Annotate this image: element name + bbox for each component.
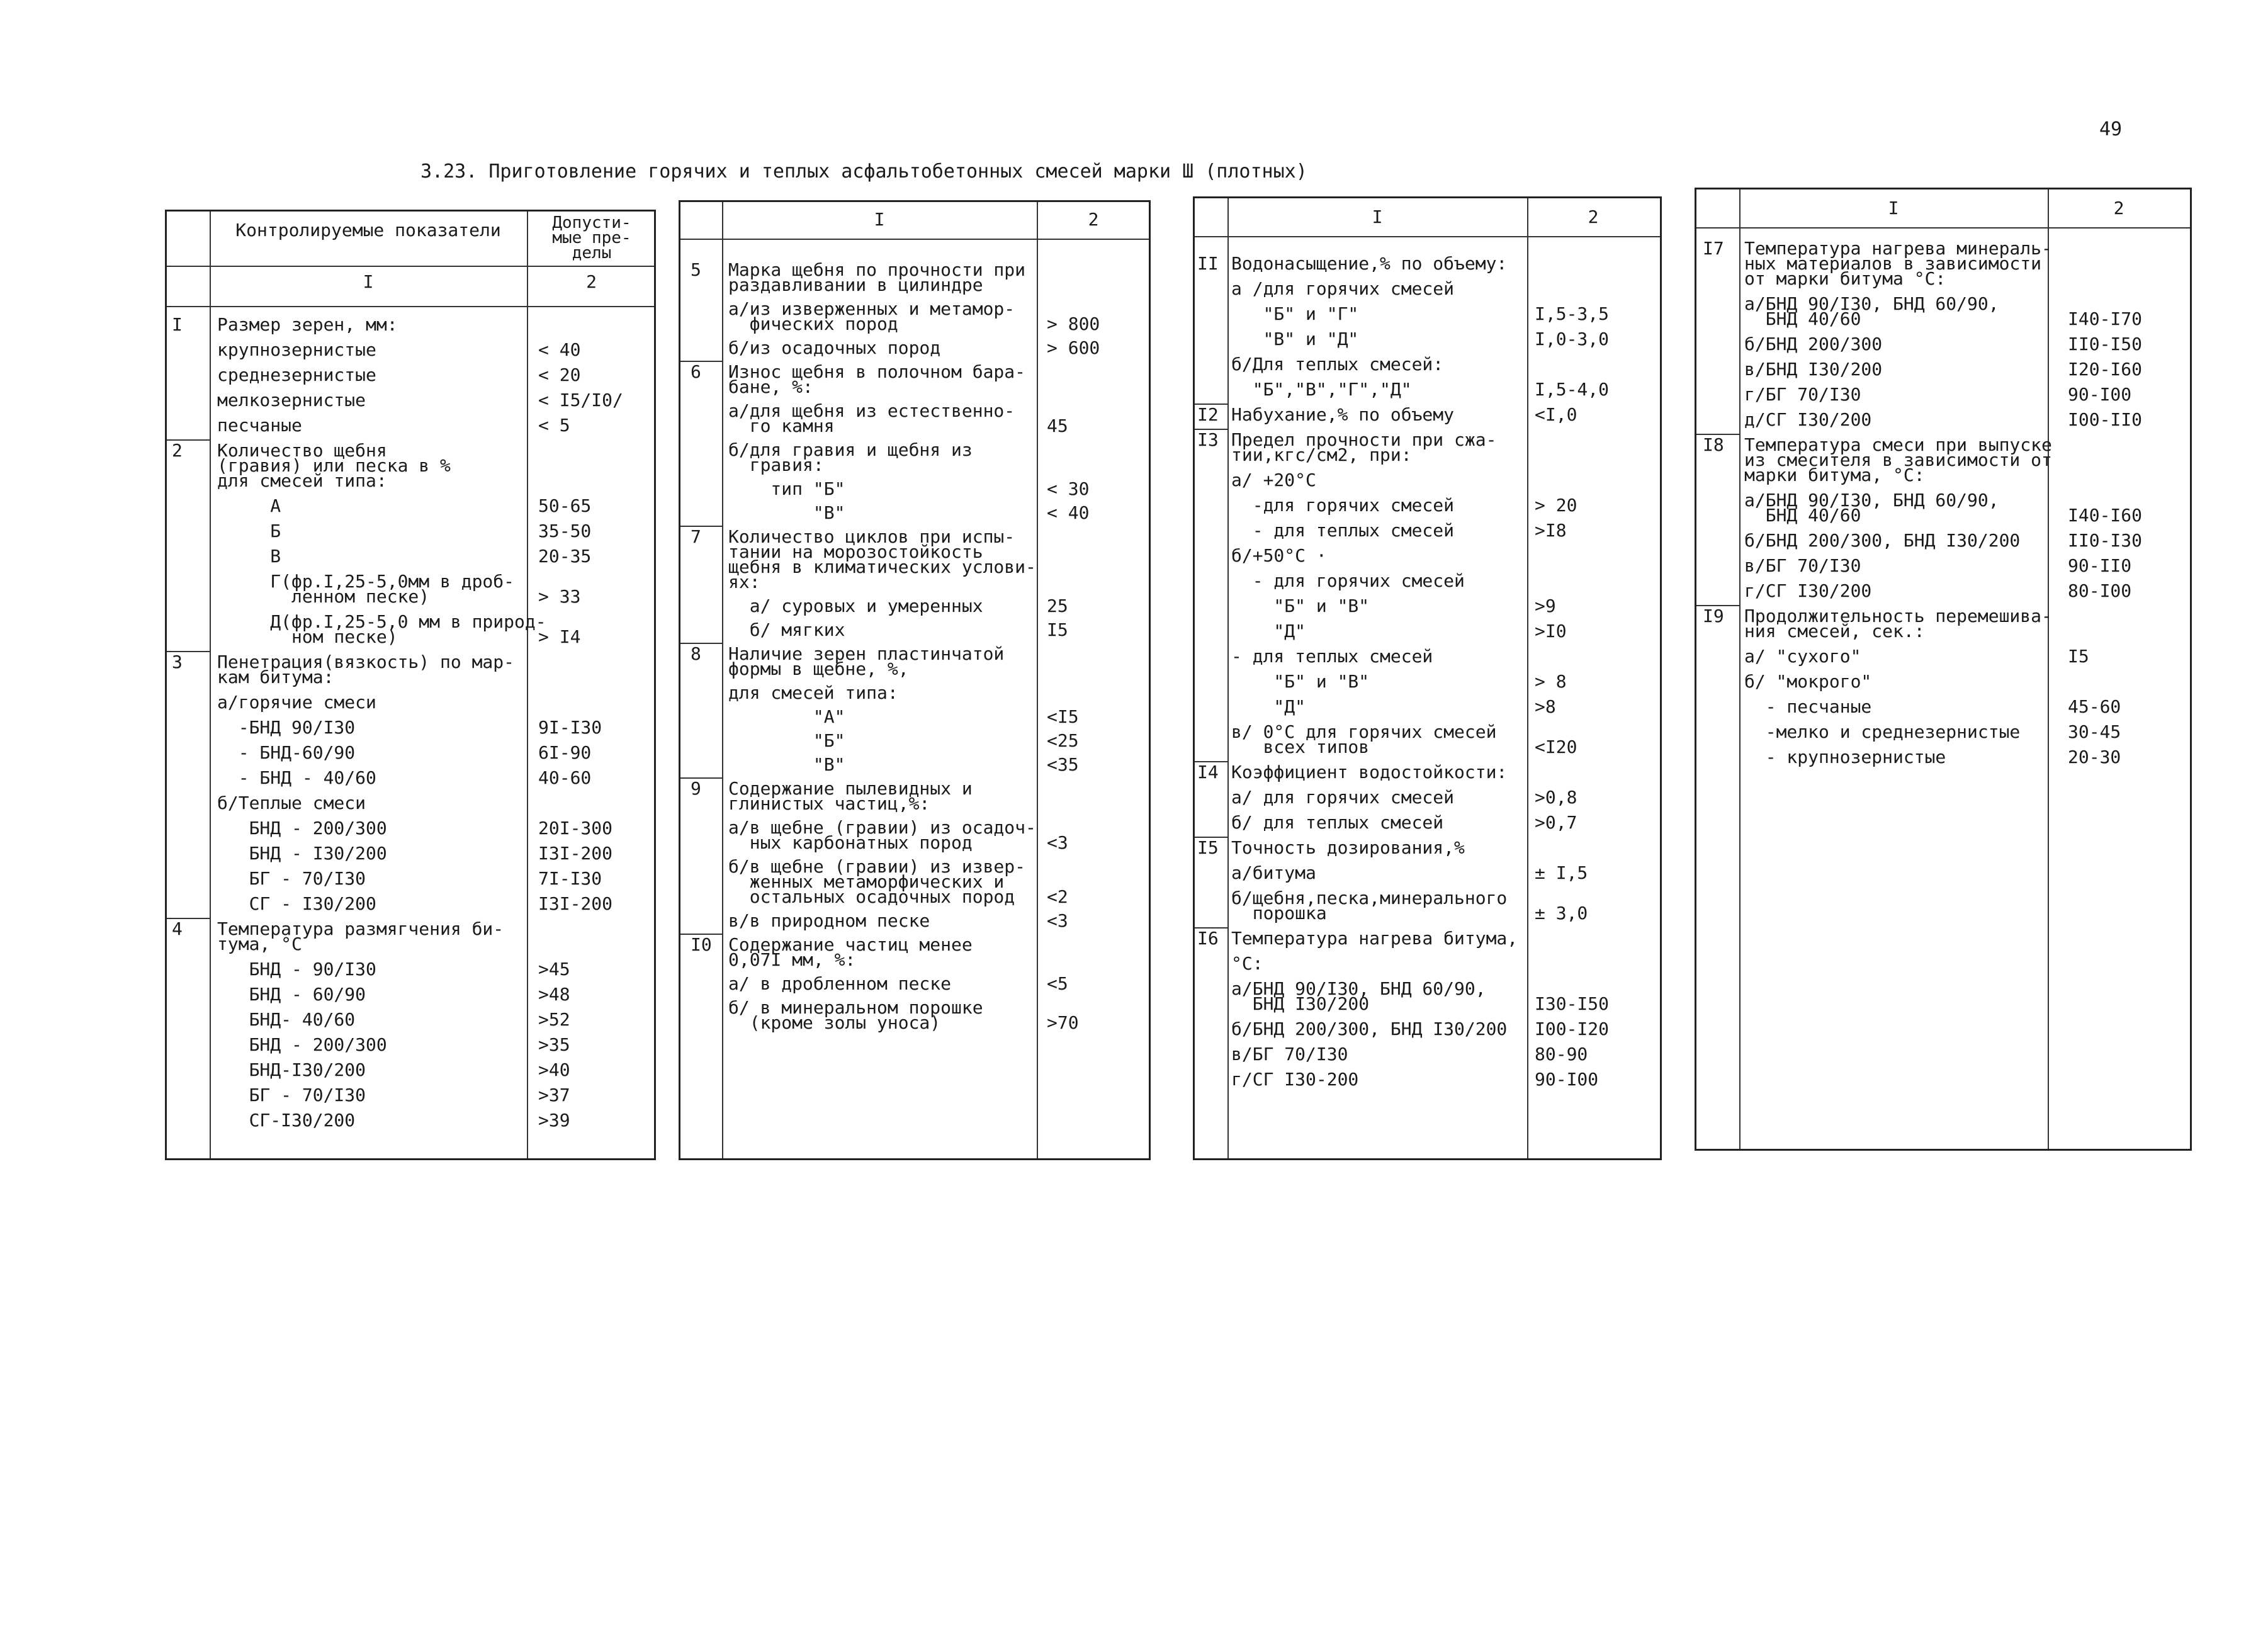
- limit-value: I,5-4,0: [1535, 379, 1610, 400]
- indicator-text: в/ 0°С для горячих смесей всех типов: [1231, 721, 1497, 757]
- indicator-text: БНД- 40/60: [217, 1009, 356, 1030]
- item-number: 5: [691, 259, 701, 280]
- indicator-text: БГ - 70/I30: [217, 868, 366, 889]
- item-number: 7: [691, 526, 701, 547]
- indicator-text: тип "Б": [728, 478, 845, 499]
- indicator-text: мелкозернистые: [217, 390, 366, 410]
- indicator-text: а/битума: [1231, 862, 1316, 883]
- item-number: 2: [172, 440, 183, 461]
- indicator-text: а /для горячих смесей: [1231, 278, 1455, 299]
- indicator-text: А: [217, 495, 281, 516]
- indicator-text: б/в щебне (гравии) из извер- женных метаморфических и остальных осадочных пород: [728, 856, 1026, 907]
- indicator-text: а/горячие смеси: [217, 692, 376, 713]
- column-number-1: I: [874, 209, 885, 230]
- limit-value: 45: [1047, 415, 1068, 436]
- item-number: 8: [691, 643, 701, 664]
- item-number: I6: [1197, 928, 1219, 949]
- limit-value: >48: [538, 984, 570, 1005]
- indicator-text: Предел прочности при сжа- тии,кгс/см2, при:: [1231, 429, 1497, 465]
- limit-value: <I20: [1535, 737, 1577, 757]
- indicator-text: Водонасыщение,% по объему:: [1231, 253, 1508, 274]
- indicator-text: а/ для горячих смесей: [1231, 787, 1455, 808]
- indicator-text: Содержание частиц менее 0,07I мм, %:: [728, 934, 973, 970]
- indicator-text: Наличие зерен пластинчатой формы в щебне, %,: [728, 643, 1005, 679]
- indicator-text: БНД - 200/300: [217, 1034, 387, 1055]
- limit-value: I00-II0: [2068, 409, 2143, 430]
- limit-value: >70: [1047, 1012, 1079, 1033]
- indicator-text: "В": [728, 754, 845, 775]
- indicator-text: - для горячих смесей: [1231, 570, 1465, 591]
- limit-value: 20-35: [538, 546, 592, 567]
- indicator-text: "Б" и "В": [1231, 671, 1370, 692]
- limit-value: >45: [538, 959, 570, 980]
- item-number: I2: [1197, 404, 1219, 425]
- column-number-1: I: [1372, 206, 1383, 227]
- limit-value: 45-60: [2068, 696, 2121, 717]
- limit-value: <3: [1047, 832, 1068, 853]
- indicator-text: Температура нагрева минераль- ных материалов в зависимости от марки битума °С:: [1744, 238, 2052, 289]
- limit-value: II0-I30: [2068, 530, 2143, 551]
- limit-value: 90-I00: [1535, 1069, 1599, 1090]
- limit-value: I00-I20: [1535, 1019, 1610, 1039]
- column-number-1: I: [363, 271, 374, 292]
- item-number: 4: [172, 918, 183, 939]
- limit-value: I30-I50: [1535, 993, 1610, 1014]
- limit-value: < I5/I0/: [538, 390, 623, 410]
- indicator-text: г/СГ I30/200: [1744, 580, 1872, 601]
- indicator-text: -мелко и среднезернистые: [1744, 721, 2021, 742]
- indicator-text: б/Для теплых смесей:: [1231, 354, 1444, 375]
- limit-value: ± 3,0: [1535, 903, 1588, 923]
- limit-value: <25: [1047, 730, 1079, 751]
- indicator-text: в/БНД I30/200: [1744, 359, 1883, 380]
- indicator-text: б/БНД 200/300, БНД I30/200: [1231, 1019, 1508, 1039]
- limit-value: <I5: [1047, 706, 1079, 727]
- indicator-text: Размер зерен, мм:: [217, 314, 398, 335]
- indicator-text: а/в щебне (гравии) из осадоч- ных карбонатных пород: [728, 817, 1036, 853]
- indicator-text: а/ +20°С: [1231, 470, 1316, 490]
- limit-value: 6I-90: [538, 742, 592, 763]
- limit-value: 90-II0: [2068, 555, 2132, 576]
- limit-value: >0,7: [1535, 812, 1577, 833]
- indicator-text: б/БНД 200/300, БНД I30/200: [1744, 530, 2021, 551]
- indicator-text: г/БГ 70/I30: [1744, 384, 1861, 405]
- item-number: I9: [1703, 606, 1724, 626]
- limit-value: I5: [2068, 646, 2089, 667]
- indicator-text: для смесей типа:: [728, 682, 898, 703]
- limit-value: < 40: [1047, 502, 1090, 523]
- indicator-text: Пенетрация(вязкость) по мар- кам битума:: [217, 652, 515, 687]
- table-3: [1193, 196, 1662, 1160]
- indicator-text: - БНД-60/90: [217, 742, 356, 763]
- limit-value: < 20: [538, 364, 581, 385]
- limit-value: >9: [1535, 596, 1556, 616]
- indicator-text: "Д": [1231, 621, 1306, 641]
- indicator-text: СГ - I30/200: [217, 893, 376, 914]
- indicator-text: Марка щебня по прочности при раздавливании в цилиндре: [728, 259, 1026, 295]
- limit-value: <I,0: [1535, 404, 1577, 425]
- limit-value: 80-I00: [2068, 580, 2132, 601]
- limit-value: I40-I70: [2068, 308, 2143, 329]
- item-number: I5: [1197, 837, 1219, 858]
- indicator-text: б/ для теплых смесей: [1231, 812, 1444, 833]
- indicator-text: крупнозернистые: [217, 339, 376, 360]
- column-number-1: I: [1888, 198, 1899, 218]
- indicator-text: а/БНД 90/I30, БНД 60/90, БНД I30/200: [1231, 978, 1486, 1014]
- limit-value: <2: [1047, 886, 1068, 907]
- table-1: [165, 210, 656, 1160]
- indicator-text: Г(фр.I,25-5,0мм в дроб- ленном песке): [270, 571, 515, 607]
- item-number: I7: [1703, 238, 1724, 259]
- indicator-text: б/для гравия и щебня из гравия:: [728, 439, 973, 475]
- indicator-text: БНД-I30/200: [217, 1059, 366, 1080]
- indicator-text: "Б","В","Г","Д": [1231, 379, 1412, 400]
- limit-value: I3I-200: [538, 843, 613, 864]
- item-number: I0: [691, 934, 712, 955]
- limit-value: 40-60: [538, 767, 592, 788]
- indicator-text: "А": [728, 706, 845, 727]
- indicator-text: г/СГ I30-200: [1231, 1069, 1359, 1090]
- indicator-text: а/ суровых и умеренных: [728, 596, 983, 616]
- indicator-text: Набухание,% по объему: [1231, 404, 1455, 425]
- limit-value: ± I,5: [1535, 862, 1588, 883]
- indicator-text: Б: [217, 521, 281, 541]
- limit-value: I5: [1047, 619, 1068, 640]
- indicator-text: - для теплых смесей: [1231, 646, 1433, 667]
- indicator-text: БГ - 70/I30: [217, 1085, 366, 1105]
- indicator-text: БНД - I30/200: [217, 843, 387, 864]
- indicator-text: Температура нагрева битума,: [1231, 928, 1518, 949]
- indicator-text: Количество щебня (гравия) или песка в % для смесей типа:: [217, 440, 451, 491]
- indicator-text: - БНД - 40/60: [217, 767, 376, 788]
- indicator-text: б/ мягких: [728, 619, 845, 640]
- page-title: 3.23. Приготовление горячих и теплых асфальтобетонных смесей марки Ш (плотных): [420, 161, 1307, 183]
- indicator-text: "Б" и "Г": [1231, 303, 1359, 324]
- indicator-text: в/БГ 70/I30: [1231, 1044, 1348, 1064]
- indicator-text: СГ-I30/200: [217, 1110, 356, 1131]
- indicator-text: БНД - 60/90: [217, 984, 366, 1005]
- indicator-text: Температура размягчения би- тума, °С: [217, 918, 504, 954]
- limit-value: 9I-I30: [538, 717, 602, 738]
- indicator-text: а/ "сухого": [1744, 646, 1861, 667]
- indicator-text: а/БНД 90/I30, БНД 60/90, БНД 40/60: [1744, 490, 1999, 526]
- limit-value: <5: [1047, 973, 1068, 994]
- indicator-text: б/из осадочных пород: [728, 337, 941, 358]
- limit-value: < 30: [1047, 478, 1090, 499]
- column-number-2: 2: [586, 271, 597, 292]
- item-number: I4: [1197, 762, 1219, 782]
- indicator-text: Д(фр.I,25-5,0 мм в природ- ном песке): [270, 611, 546, 647]
- indicator-text: Температура смеси при выпуске из смесителя в зависимости от марки битума, °С:: [1744, 434, 2052, 485]
- limit-value: < 40: [538, 339, 581, 360]
- indicator-text: - крупнозернистые: [1744, 747, 1946, 767]
- header-indicators: Контролируемые показатели: [235, 220, 501, 240]
- limit-value: > I4: [538, 626, 581, 647]
- item-number: 3: [172, 652, 183, 672]
- limit-value: I,5-3,5: [1535, 303, 1610, 324]
- indicator-text: а/ в дробленном песке: [728, 973, 952, 994]
- indicator-text: БНД - 200/300: [217, 818, 387, 838]
- limit-value: > 600: [1047, 337, 1100, 358]
- indicator-text: б/ "мокрого": [1744, 671, 1872, 692]
- indicator-text: в/БГ 70/I30: [1744, 555, 1861, 576]
- limit-value: < 5: [538, 415, 570, 436]
- indicator-text: -для горячих смесей: [1231, 495, 1455, 516]
- indicator-text: В: [217, 546, 281, 567]
- limit-value: >52: [538, 1009, 570, 1030]
- item-number: 6: [691, 361, 701, 382]
- limit-value: I3I-200: [538, 893, 613, 914]
- indicator-text: а/для щебня из естественно- го камня: [728, 400, 1015, 436]
- limit-value: <35: [1047, 754, 1079, 775]
- item-number: II: [1197, 253, 1219, 274]
- limit-value: >8: [1535, 696, 1556, 717]
- limit-value: >I8: [1535, 520, 1567, 541]
- indicator-text: д/СГ I30/200: [1744, 409, 1872, 430]
- limit-value: 25: [1047, 596, 1068, 616]
- indicator-text: Продолжительность перемешива- ния смесей, сек.:: [1744, 606, 2052, 641]
- limit-value: I,0-3,0: [1535, 329, 1610, 349]
- item-number: I3: [1197, 429, 1219, 450]
- indicator-text: б/ в минеральном порошке (кроме золы уноса): [728, 997, 983, 1033]
- column-number-2: 2: [2113, 198, 2124, 218]
- indicator-text: "Б" и "В": [1231, 596, 1370, 616]
- limit-value: >35: [538, 1034, 570, 1055]
- limit-value: >0,8: [1535, 787, 1577, 808]
- indicator-text: а/БНД 90/I30, БНД 60/90, БНД 40/60: [1744, 293, 1999, 329]
- header-limits: Допусти- мые пре- делы: [552, 213, 631, 263]
- item-number: I: [172, 314, 183, 335]
- limit-value: 80-90: [1535, 1044, 1588, 1064]
- limit-value: > 800: [1047, 313, 1100, 334]
- table-2: [679, 200, 1151, 1160]
- column-number-2: 2: [1588, 206, 1599, 227]
- indicator-text: б/БНД 200/300: [1744, 334, 1883, 354]
- indicator-text: Износ щебня в полочном бара- бане, %:: [728, 361, 1026, 397]
- limit-value: 30-45: [2068, 721, 2121, 742]
- limit-value: >39: [538, 1110, 570, 1131]
- indicator-text: песчаные: [217, 415, 302, 436]
- indicator-text: "В": [728, 502, 845, 523]
- limit-value: > 33: [538, 586, 581, 607]
- limit-value: II0-I50: [2068, 334, 2143, 354]
- indicator-text: Коэффициент водостойкости:: [1231, 762, 1508, 782]
- indicator-text: Точность дозирования,%: [1231, 837, 1465, 858]
- limit-value: >I0: [1535, 621, 1567, 641]
- limit-value: > 20: [1535, 495, 1577, 516]
- indicator-text: а/из изверженных и метамор- фических пород: [728, 298, 1015, 334]
- indicator-text: в/в природном песке: [728, 910, 930, 931]
- limit-value: 35-50: [538, 521, 592, 541]
- limit-value: <3: [1047, 910, 1068, 931]
- indicator-text: - для теплых смесей: [1231, 520, 1455, 541]
- limit-value: >37: [538, 1085, 570, 1105]
- limit-value: > 8: [1535, 671, 1567, 692]
- item-number: I8: [1703, 434, 1724, 455]
- indicator-text: - песчаные: [1744, 696, 1872, 717]
- indicator-text: Содержание пылевидных и глинистых частиц,%:: [728, 778, 973, 814]
- limit-value: I20-I60: [2068, 359, 2143, 380]
- indicator-text: б/+50°С ·: [1231, 545, 1327, 566]
- indicator-text: "Д": [1231, 696, 1306, 717]
- table-4: [1695, 188, 2192, 1151]
- indicator-text: б/щебня,песка,минерального порошка: [1231, 888, 1508, 923]
- indicator-text: Количество циклов при испы- тании на морозостойкость щебня в климатических услови- ях:: [728, 526, 1036, 592]
- indicator-text: б/Теплые смеси: [217, 793, 366, 813]
- limit-value: 50-65: [538, 495, 592, 516]
- indicator-text: "В" и "Д": [1231, 329, 1359, 349]
- indicator-text: "Б": [728, 730, 845, 751]
- indicator-text: среднезернистые: [217, 364, 376, 385]
- indicator-text: -БНД 90/I30: [217, 717, 356, 738]
- limit-value: 20I-300: [538, 818, 613, 838]
- limit-value: 20-30: [2068, 747, 2121, 767]
- item-number: 9: [691, 778, 701, 799]
- limit-value: 90-I00: [2068, 384, 2132, 405]
- page-number: 49: [2099, 118, 2123, 140]
- column-number-2: 2: [1088, 209, 1099, 230]
- limit-value: I40-I60: [2068, 505, 2143, 526]
- limit-value: >40: [538, 1059, 570, 1080]
- indicator-text: БНД - 90/I30: [217, 959, 376, 980]
- indicator-text: °С:: [1231, 953, 1263, 974]
- limit-value: 7I-I30: [538, 868, 602, 889]
